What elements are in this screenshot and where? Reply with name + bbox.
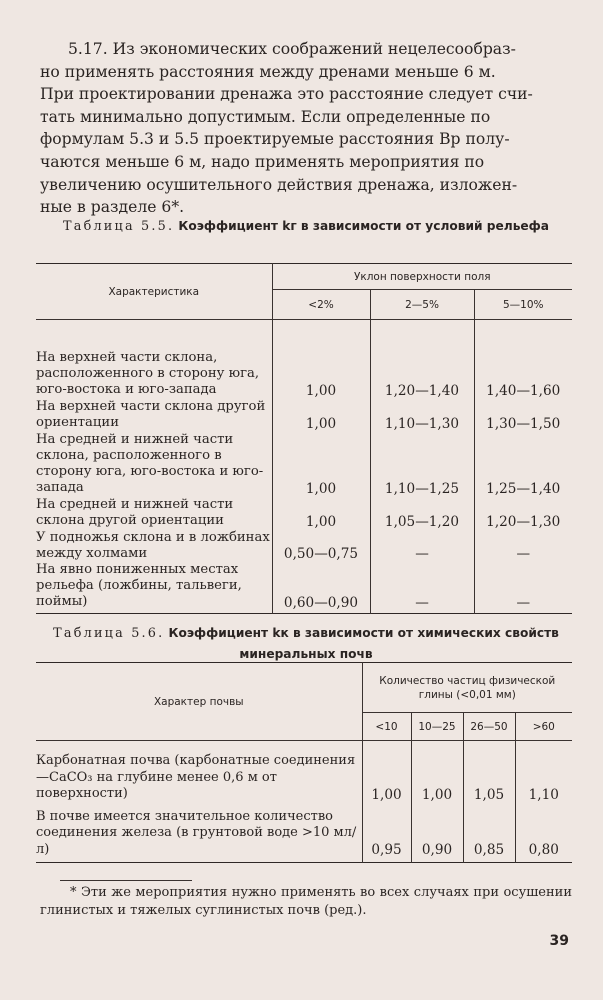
table-5-6-caption [40,623,572,665]
cell-value: 0,95 [362,803,411,863]
cell-value: 1,20—1,30 [486,513,561,530]
cell-value: — [516,545,531,562]
paragraph-line: тать минимально допустимым. Если определенные по [40,107,491,126]
table-row [36,399,572,432]
table-row [36,432,572,497]
paragraph-line: 5.17. Из экономических соображений нецелесообраз- [68,40,516,58]
page-number: 39 [549,933,569,949]
cell-value: 1,00 [411,753,463,803]
header-slope-lt2: <2% [272,290,370,320]
header-slope-5-10: 5—10% [474,290,572,320]
cell-value: 0,85 [463,803,515,863]
paragraph-line: формулам 5.3 и 5.5 проектируемые расстояния Bр полу- [40,130,510,149]
cell-value: 1,10—1,30 [370,399,474,432]
header-clay-26-50: 26—50 [463,713,515,741]
footnote-text: * Эти же мероприятия нужно применять во всех случаях при осушении глинистых и тяжелых суглинистых почв (ред.). [40,885,572,918]
cell-value: 0,60—0,90 [272,562,370,613]
table-caption-text: Коэффициент kг в зависимости от условий рельефа [178,219,549,233]
header-clay-lt10: <10 [362,713,411,741]
cell-value: 1,10 [528,786,559,803]
header-slope-2-5: 2—5% [370,290,474,320]
table-row [36,530,572,562]
row-label: На верхней части склона, расположенного в сторону юга, юго-востока и юго-запада [36,334,272,399]
cell-value: 1,05—1,20 [370,497,474,530]
table-caption-label: Таблица 5.6. [53,626,165,641]
row-label: На средней и нижней части склона другой ориентации [36,497,272,530]
row-label: У подножья склона и в ложбинах между холмами [36,530,272,562]
table-row [36,562,572,613]
header-soil-type: Характер почвы [36,663,362,741]
cell-value: 1,00 [362,753,411,803]
table-row [36,803,572,863]
cell-value: 1,10—1,25 [370,432,474,497]
row-label: В почве имеется значительное количество соединения железа (в грунтовой воде >10 мл/л) [36,803,362,863]
paragraph-line: но применять расстояния между дренами меньше 6 м. [40,62,496,81]
cell-value: 1,30—1,50 [486,415,561,432]
cell-value: 0,80 [528,842,559,858]
cell-value: 1,40—1,60 [486,382,561,399]
table-caption-text: Коэффициент kк в зависимости от химических свойств минеральных почв [168,626,559,661]
footnote-rule [60,880,192,881]
row-label: На явно пониженных местах рельефа (ложбины, тальвеги, поймы) [36,562,272,613]
cell-value: — [370,530,474,562]
table-row [36,334,572,399]
cell-value: 1,20—1,40 [370,334,474,399]
cell-value: 1,00 [272,334,370,399]
cell-value: 1,00 [272,399,370,432]
cell-value: — [516,594,531,611]
paragraph-line: увеличению осушительного действия дренажа, изложен- [40,175,518,194]
cell-value: — [370,562,474,613]
footnote [40,884,572,920]
table-5-6 [36,662,572,863]
header-slope-group: Уклон поверхности поля [272,264,572,290]
table-5-5-caption [40,216,572,237]
header-clay-10-25: 10—25 [411,713,463,741]
table-row [36,497,572,530]
header-characteristic: Характеристика [36,264,272,320]
cell-value: 0,90 [411,803,463,863]
cell-value: 1,05 [463,753,515,803]
paragraph-line: При проектировании дренажа это расстояние следует счи- [40,85,533,104]
paragraph-line: ные в разделе 6*. [40,198,185,217]
row-label: На верхней части склона другой ориентации [36,399,272,432]
table-caption-label: Таблица 5.5. [63,219,175,234]
table-5-5 [36,263,572,614]
header-clay-group: Количество частиц физической глины (<0,01 мм) [362,663,572,713]
paragraph-5-17 [40,38,572,219]
paragraph-line: чаются меньше 6 м, надо применять мероприятия по [40,152,485,171]
header-clay-gt60: >60 [515,713,572,741]
row-label: Карбонатная почва (карбонатные соединения—CaCO₃ на глубине менее 0,6 м от поверхности) [36,753,362,803]
cell-value: 1,25—1,40 [486,480,561,497]
cell-value: 1,00 [272,497,370,530]
cell-value: 1,00 [272,432,370,497]
table-row [36,753,572,803]
row-label: На средней и нижней части склона, расположенного в сторону юга, юго-востока и юго-запада [36,432,272,497]
cell-value: 0,50—0,75 [272,530,370,562]
